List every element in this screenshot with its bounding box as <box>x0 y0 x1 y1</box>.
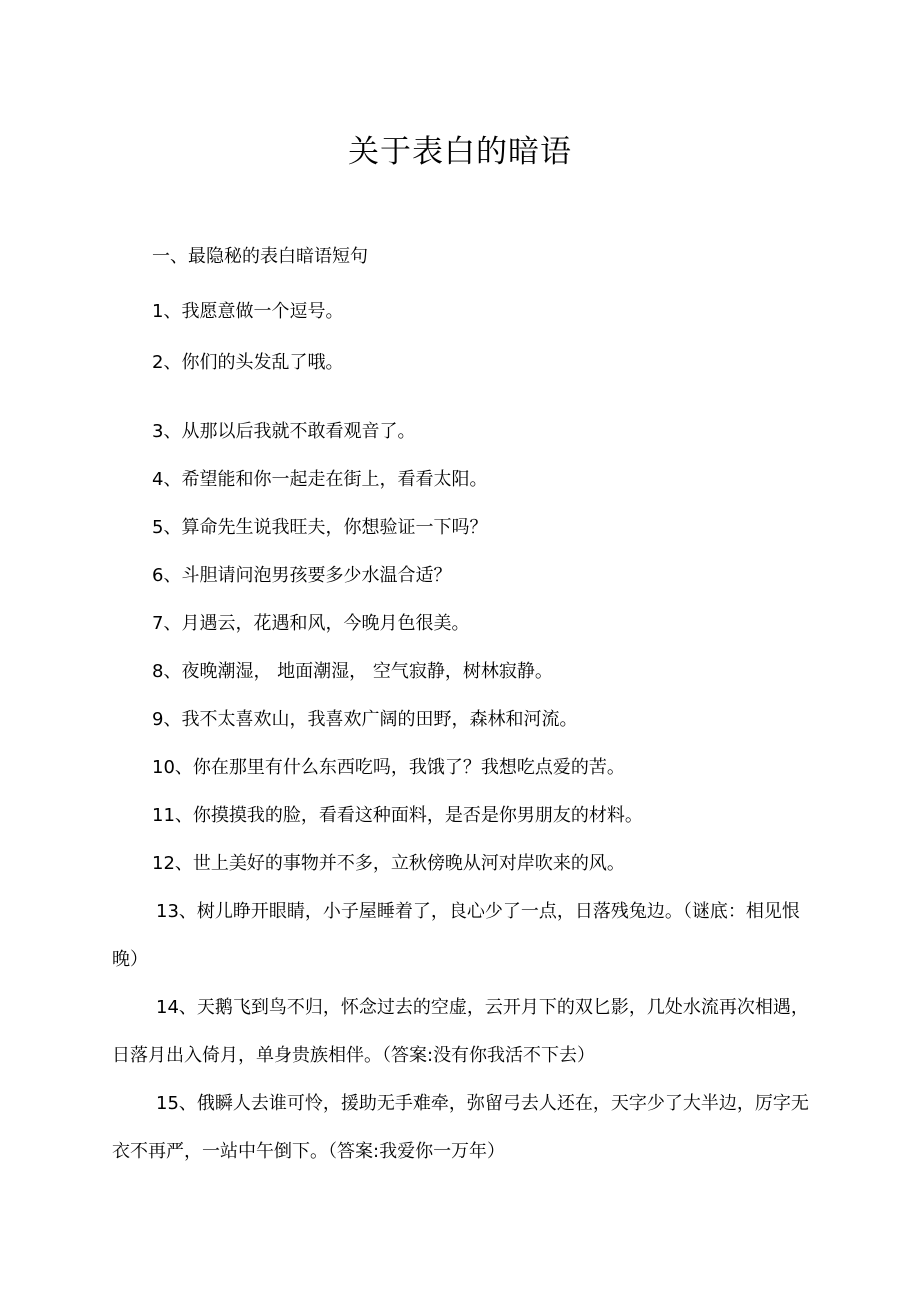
list-item: 7、月遇云，花遇和风，今晚月色很美。 <box>152 613 470 634</box>
riddle-paragraph: 14、天鹅飞到鸟不归，怀念过去的空虚，云开月下的双匕影，几处水流再次相遇，日落月出入倚月，单身贵族相伴。（答案:没有你我活不下去） <box>112 997 809 1066</box>
list-item: 2、你们的头发乱了哦。 <box>152 352 344 373</box>
list-item: 1、我愿意做一个逗号。 <box>152 301 344 322</box>
section-heading: 一、最隐秘的表白暗语短句 <box>152 246 368 267</box>
list-item: 11、你摸摸我的脸，看看这种面料，是否是你男朋友的材料。 <box>152 805 643 826</box>
list-item: 3、从那以后我就不敢看观音了。 <box>152 421 416 442</box>
document-title: 关于表白的暗语 <box>348 134 572 170</box>
list-item: 8、夜晚潮湿， 地面潮湿， 空气寂静，树林寂静。 <box>152 661 553 682</box>
riddle-paragraph: 13、树儿睁开眼睛，小子屋睡着了，良心少了一点，日落残兔边。（谜底：相见恨晚） <box>112 901 800 970</box>
list-item: 9、我不太喜欢山，我喜欢广阔的田野，森林和河流。 <box>152 709 578 730</box>
list-item: 12、世上美好的事物并不多，立秋傍晚从河对岸吹来的风。 <box>152 853 625 874</box>
list-item: 5、算命先生说我旺夫，你想验证一下吗？ <box>152 517 488 538</box>
list-item: 4、希望能和你一起走在街上，看看太阳。 <box>152 469 488 490</box>
list-item: 10、你在那里有什么东西吃吗，我饿了？我想吃点爱的苦。 <box>152 757 625 778</box>
list-item: 6、斗胆请问泡男孩要多少水温合适？ <box>152 565 452 586</box>
riddle-paragraph: 15、俄瞬人去谁可怜，援助无手难牵，弥留弓去人还在，天字少了大半边，厉字无衣不再严，一站中午倒下。（答案:我爱你一万年） <box>112 1093 809 1162</box>
